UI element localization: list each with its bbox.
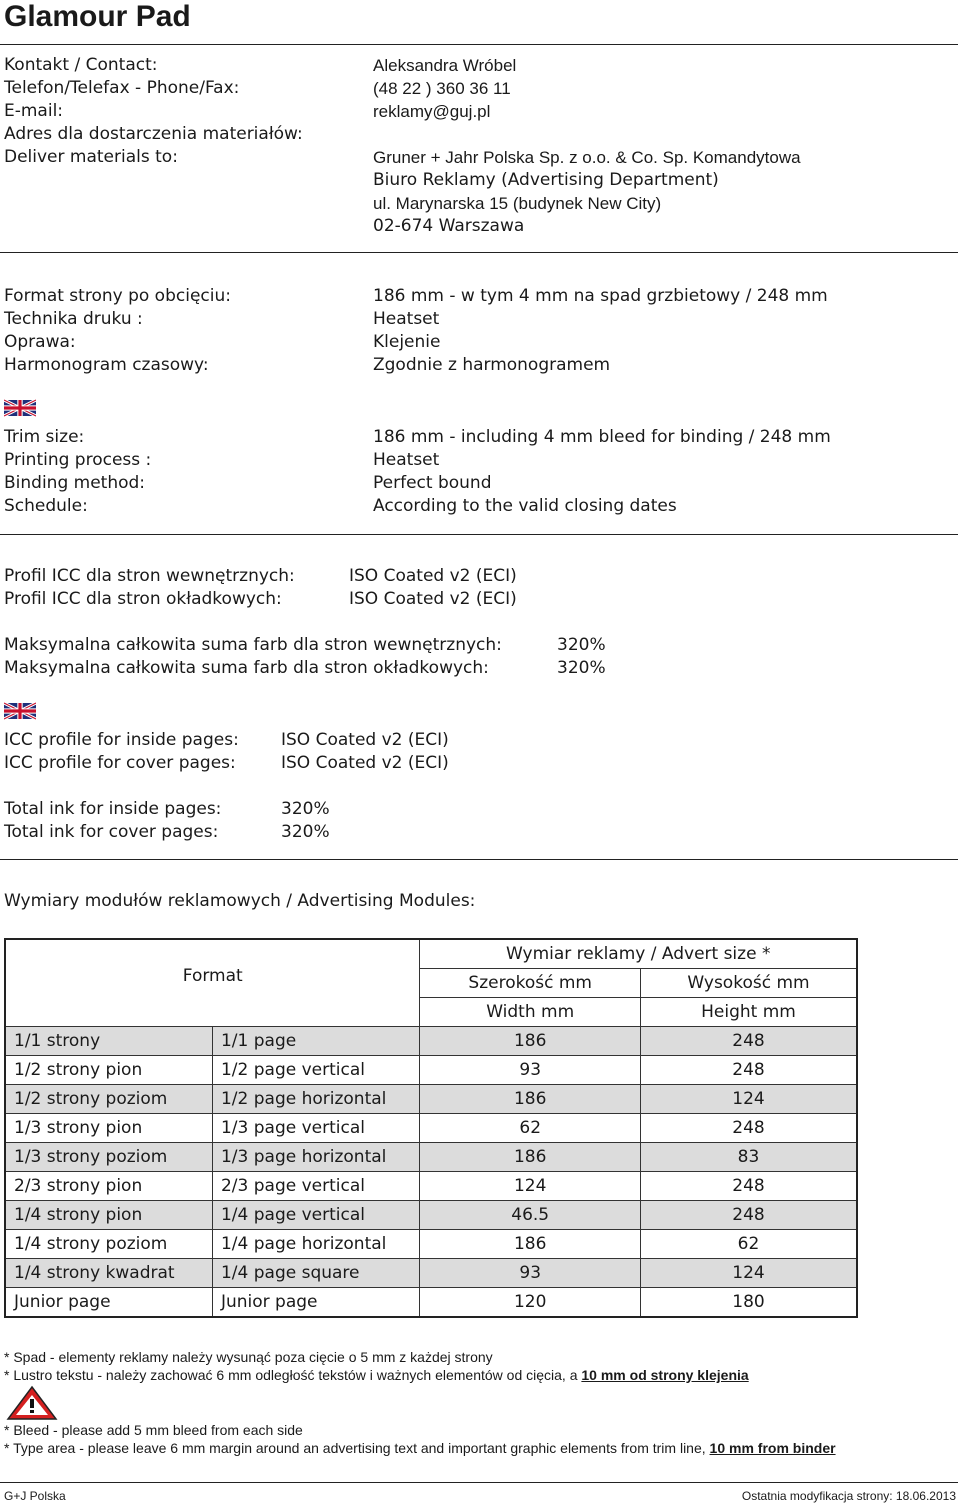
cell-height: 124 <box>640 1085 857 1114</box>
deliver-to-label: Deliver materials to: <box>4 147 178 167</box>
spec-label: Harmonogram czasowy: <box>4 355 209 375</box>
ink-label: Maksymalna całkowita suma farb dla stron wewnętrznych: <box>4 635 502 655</box>
contact-label: Kontakt / Contact: <box>4 55 158 75</box>
spec-value: 186 mm - including 4 mm bleed for binding / 248 mm <box>373 427 831 447</box>
note-bleed-pl: * Spad - elementy reklamy należy wysunąć poza cięcie o 5 mm z każdej strony <box>4 1349 493 1365</box>
cell-format-pl: 1/4 strony poziom <box>5 1230 212 1259</box>
ink-label: Maksymalna całkowita suma farb dla stron okładkowych: <box>4 658 489 678</box>
modules-heading: Wymiary modułów reklamowych / Advertising Modules: <box>4 891 476 911</box>
spec-label: Oprawa: <box>4 332 76 352</box>
spec-label: Binding method: <box>4 473 146 493</box>
cell-format-pl: 1/3 strony poziom <box>5 1143 212 1172</box>
table-row <box>5 1288 857 1318</box>
note-text: * Lustro tekstu - należy zachować 6 mm odległość tekstów i ważnych elementów od cięcia, a <box>4 1367 582 1383</box>
footer-publisher: G+J Polska <box>4 1489 66 1503</box>
cell-width: 120 <box>420 1288 641 1318</box>
cell-format-en: 1/3 page horizontal <box>212 1143 419 1172</box>
height-pl-header: Wysokość mm <box>640 969 857 998</box>
uk-flag-icon <box>4 701 36 721</box>
cell-format-en: 1/4 page square <box>212 1259 419 1288</box>
ink-value: 320% <box>281 799 330 819</box>
icc-value: ISO Coated v2 (ECI) <box>349 589 517 609</box>
warning-triangle-icon <box>6 1385 58 1421</box>
spec-label: Printing process : <box>4 450 152 470</box>
format-header: Format <box>5 939 420 1027</box>
table-header-row <box>5 939 857 969</box>
note-emphasis: 10 mm od strony klejenia <box>581 1367 749 1383</box>
ink-value: 320% <box>281 822 330 842</box>
cell-width: 186 <box>420 1230 641 1259</box>
icc-label: Profil ICC dla stron wewnętrznych: <box>4 566 295 586</box>
spec-value: Perfect bound <box>373 473 492 493</box>
cell-format-en: 1/1 page <box>212 1027 419 1056</box>
width-en-header: Width mm <box>420 998 641 1027</box>
cell-format-pl: Junior page <box>5 1288 212 1318</box>
email-label: E-mail: <box>4 101 64 121</box>
note-type-area-en <box>4 1440 836 1456</box>
ink-value: 320% <box>557 635 606 655</box>
icc-value: ISO Coated v2 (ECI) <box>349 566 517 586</box>
height-en-header: Height mm <box>640 998 857 1027</box>
cell-format-en: Junior page <box>212 1288 419 1318</box>
cell-height: 248 <box>640 1027 857 1056</box>
phone-value: (48 22 ) 360 36 11 <box>373 79 511 98</box>
cell-width: 186 <box>420 1085 641 1114</box>
icc-label: ICC profile for inside pages: <box>4 730 239 750</box>
icc-value: ISO Coated v2 (ECI) <box>281 730 449 750</box>
email-value: reklamy@guj.pl <box>373 102 491 121</box>
cell-format-en: 2/3 page vertical <box>212 1172 419 1201</box>
ink-value: 320% <box>557 658 606 678</box>
contact-value: Aleksandra Wróbel <box>373 56 517 75</box>
spec-value: Heatset <box>373 450 440 470</box>
table-row <box>5 1143 857 1172</box>
icc-value: ISO Coated v2 (ECI) <box>281 753 449 773</box>
cell-format-en: 1/4 page vertical <box>212 1201 419 1230</box>
cell-height: 248 <box>640 1114 857 1143</box>
address-line: 02-674 Warszawa <box>373 216 525 236</box>
note-emphasis: 10 mm from binder <box>709 1440 836 1456</box>
cell-format-pl: 1/4 strony pion <box>5 1201 212 1230</box>
cell-height: 248 <box>640 1056 857 1085</box>
table-row <box>5 1056 857 1085</box>
cell-width: 93 <box>420 1056 641 1085</box>
cell-height: 62 <box>640 1230 857 1259</box>
cell-width: 186 <box>420 1027 641 1056</box>
spec-value: 186 mm - w tym 4 mm na spad grzbietowy / 248 mm <box>373 286 828 306</box>
phone-label: Telefon/Telefax - Phone/Fax: <box>4 78 240 98</box>
cell-width: 124 <box>420 1172 641 1201</box>
cell-height: 83 <box>640 1143 857 1172</box>
table-row <box>5 1230 857 1259</box>
cell-height: 124 <box>640 1259 857 1288</box>
spec-value: Klejenie <box>373 332 441 352</box>
company-name: Gruner + Jahr Polska Sp. z o.o. & Co. Sp. Komandytowa <box>373 148 801 167</box>
spec-label: Trim size: <box>4 427 85 447</box>
width-pl-header: Szerokość mm <box>420 969 641 998</box>
icc-label: ICC profile for cover pages: <box>4 753 236 773</box>
note-text: * Type area - please leave 6 mm margin around an advertising text and important graphic elements from trim line, <box>4 1440 710 1456</box>
section-divider <box>0 534 958 535</box>
cell-format-en: 1/3 page vertical <box>212 1114 419 1143</box>
spec-value: According to the valid closing dates <box>373 496 677 516</box>
cell-width: 62 <box>420 1114 641 1143</box>
note-type-area-pl <box>4 1367 749 1383</box>
ink-label: Total ink for inside pages: <box>4 799 222 819</box>
ink-label: Total ink for cover pages: <box>4 822 219 842</box>
cell-width: 93 <box>420 1259 641 1288</box>
cell-height: 248 <box>640 1201 857 1230</box>
section-divider <box>0 859 958 860</box>
table-row <box>5 1172 857 1201</box>
address-line: Biuro Reklamy (Advertising Department) <box>373 170 719 190</box>
section-divider <box>0 252 958 253</box>
spec-value: Zgodnie z harmonogramem <box>373 355 611 375</box>
cell-width: 186 <box>420 1143 641 1172</box>
icc-label: Profil ICC dla stron okładkowych: <box>4 589 282 609</box>
cell-width: 46.5 <box>420 1201 641 1230</box>
cell-format-pl: 1/1 strony <box>5 1027 212 1056</box>
table-row <box>5 1114 857 1143</box>
spec-label: Technika druku : <box>4 309 143 329</box>
page-title: Glamour Pad <box>4 0 191 33</box>
footer-divider <box>0 1482 958 1483</box>
cell-format-en: 1/2 page vertical <box>212 1056 419 1085</box>
footer-modified-date: Ostatnia modyfikacja strony: 18.06.2013 <box>741 1489 956 1503</box>
ad-modules-table <box>4 938 858 1318</box>
cell-format-pl: 2/3 strony pion <box>5 1172 212 1201</box>
table-row <box>5 1259 857 1288</box>
size-header: Wymiar reklamy / Advert size * <box>420 939 857 969</box>
cell-format-en: 1/2 page horizontal <box>212 1085 419 1114</box>
table-row <box>5 1085 857 1114</box>
cell-format-en: 1/4 page horizontal <box>212 1230 419 1259</box>
table-row <box>5 1201 857 1230</box>
cell-height: 248 <box>640 1172 857 1201</box>
cell-format-pl: 1/4 strony kwadrat <box>5 1259 212 1288</box>
note-bleed-en: * Bleed - please add 5 mm bleed from each side <box>4 1422 303 1438</box>
spec-label: Format strony po obcięciu: <box>4 286 231 306</box>
uk-flag-icon <box>4 398 36 418</box>
cell-height: 180 <box>640 1288 857 1318</box>
cell-format-pl: 1/2 strony pion <box>5 1056 212 1085</box>
spec-label: Schedule: <box>4 496 88 516</box>
title-divider <box>0 44 958 45</box>
spec-value: Heatset <box>373 309 440 329</box>
address-line: ul. Marynarska 15 (budynek New City) <box>373 194 662 213</box>
delivery-address-label: Adres dla dostarczenia materiałów: <box>4 124 303 144</box>
table-row <box>5 1027 857 1056</box>
cell-format-pl: 1/3 strony pion <box>5 1114 212 1143</box>
cell-format-pl: 1/2 strony poziom <box>5 1085 212 1114</box>
